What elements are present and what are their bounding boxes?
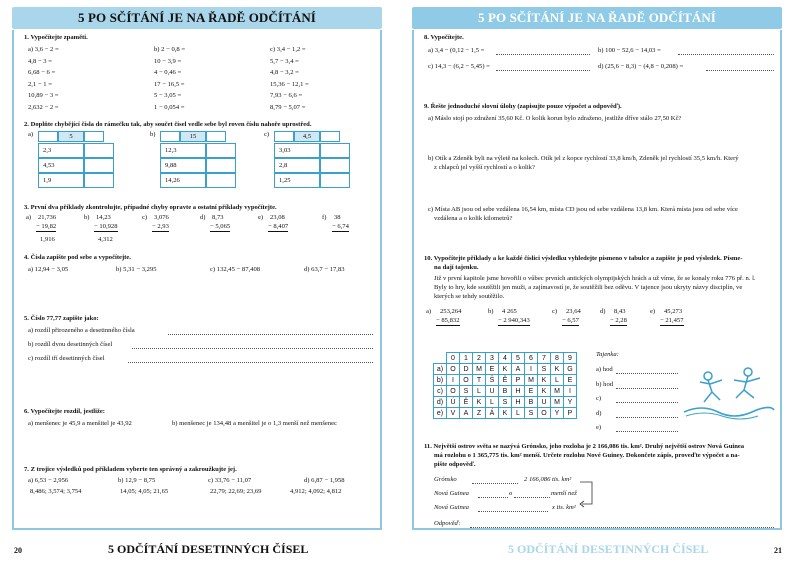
grid-letter-cell: M — [525, 375, 538, 386]
ex10-text2: Byly to hry, kde soutěžili jen muži, a zajímavostí je, že soutěžili bez oděvu. V tajence jsou ukryty názvy disciplín, ve — [434, 284, 743, 291]
grid-letter-cell: K — [551, 364, 564, 375]
grid-letter-cell: H — [512, 386, 525, 397]
bracket-arrow-icon — [578, 478, 602, 510]
ex1-item: 4,8 − 3 = — [28, 57, 52, 65]
ex2-value-cell: 12,3 — [160, 143, 206, 158]
grid-letter-cell: U — [538, 397, 551, 408]
grid-letter-cell: A — [512, 364, 525, 375]
grid-header-cell: 3 — [486, 353, 499, 364]
ex11-answer-line[interactable] — [470, 527, 774, 528]
ex3-title: 3. První dva příklady zkontrolujte, případné chyby opravte a ostatní příklady vypočítejte. — [24, 204, 277, 211]
tajenka-answer-line[interactable] — [616, 388, 678, 389]
ex2-top-empty[interactable] — [320, 131, 340, 142]
grid-letter-cell: B — [525, 397, 538, 408]
ex10-top: 23,64 — [566, 308, 581, 315]
ex3-label: a) — [26, 214, 32, 221]
grid-letter-cell: P — [512, 375, 525, 386]
ex10-title1: 10. Vypočítejte příklady a ke každé číslici výsledku vyhledejte písmeno v tabulce a zapište je pod výsledek. Písme- — [424, 255, 743, 262]
ex8-c-line[interactable] — [496, 70, 590, 71]
ex1-item: 6,68 − 6 = — [28, 69, 56, 76]
footer-left-title: 5 ODČÍTÁNÍ DESETINNÝCH ČÍSEL — [108, 542, 309, 556]
grid-letter-cell: U — [486, 386, 499, 397]
ex8-c: c) 14,3 − (6,2 − 5,45) = — [428, 63, 490, 70]
ex2-value-cell: 9,88 — [160, 158, 206, 173]
ex2-value-cell: 3,03 — [274, 143, 320, 158]
ex2-answer-cell[interactable] — [320, 173, 350, 188]
ex11-r1-dots[interactable] — [472, 483, 518, 484]
grid-letter-cell: E — [525, 386, 538, 397]
ex2-top-empty[interactable] — [160, 131, 180, 142]
ex2-title: 2. Doplňte chybějící čísla do rámečku tak, aby součet čísel vedle sebe byl roven číslu nahoře uprostřed. — [24, 121, 312, 128]
ex10-title2: na dají tajenku. — [434, 264, 479, 271]
ex11-t1: 11. Největší ostrov světa se nazývá Grónsko, jeho rozloha je 2 166,086 tis. km². Druhý největší ostrov Nová Guinea — [424, 443, 745, 450]
grid-row-label: a) — [434, 364, 447, 375]
tajenka-answer-label: e) — [596, 424, 602, 431]
ex2-value-cell: 1,9 — [38, 173, 84, 188]
grid-letter-cell: Y — [551, 408, 564, 419]
ex7-options[interactable]: 4,912; 4,092; 4,812 — [290, 488, 342, 495]
ex2-label: a) — [28, 131, 34, 138]
grid-letter-cell: Y — [564, 397, 577, 408]
ex7-title: 7. Z trojice výsledků pod příkladem vyberte ten správný a zakroužkujte jej. — [24, 466, 237, 473]
ex8-a-line[interactable] — [496, 54, 590, 55]
grid-row-label: d) — [434, 397, 447, 408]
grid-letter-cell: O — [538, 408, 551, 419]
ex2-value-cell: 14,26 — [160, 173, 206, 188]
grid-header-cell: 4 — [499, 353, 512, 364]
ex1-item: 2,1 − 1 = — [28, 80, 52, 88]
ex2-label: c) — [264, 131, 270, 138]
ex4-b: b) 5,31 − 3,295 — [116, 266, 157, 273]
ex8-d: d) (25,6 − 8,3) − (4,8 − 0,208) = — [598, 63, 684, 70]
ex8-a: a) 3,4 − (0,12 − 1,5 = — [428, 47, 485, 54]
grid-letter-cell: P — [564, 408, 577, 419]
grid-letter-cell: Ě — [460, 397, 473, 408]
tajenka-answer-line[interactable] — [616, 402, 678, 403]
ex1-item: c) 3,4 − 1,2 = — [270, 46, 306, 53]
ex3-sub: − 5,065 — [210, 223, 231, 230]
ex11-r3b: x tis. km² — [552, 504, 576, 511]
grid-letter-cell: Z — [473, 408, 486, 419]
grid-letter-cell: T — [473, 375, 486, 386]
ex9-c2: vzdálena a o kolik kilometrů? — [434, 215, 513, 222]
ex3-result: 4,312 — [98, 236, 113, 243]
grid-letter-cell: L — [473, 386, 486, 397]
ex2-value-cell: 2,3 — [38, 143, 84, 158]
grid-header-cell: 7 — [538, 353, 551, 364]
grid-header-cell: 1 — [460, 353, 473, 364]
runners-illustration-icon — [682, 354, 776, 420]
ex10-sub: − 85,832 — [436, 317, 460, 324]
ex5-a-line[interactable] — [168, 334, 373, 335]
ex3-sub: − 2,93 — [152, 223, 169, 230]
ex2-label: b) — [150, 131, 156, 138]
tajenka-label: Tajenka: — [596, 351, 619, 358]
ex2-value-cell: 4,53 — [38, 158, 84, 173]
grid-header-cell: 8 — [551, 353, 564, 364]
grid-letter-cell: S — [525, 408, 538, 419]
ex10-label: c) — [552, 308, 558, 315]
ex2-answer-cell[interactable] — [84, 143, 114, 158]
grid-letter-cell: Ú — [447, 397, 460, 408]
grid-letter-cell: O — [447, 364, 460, 375]
header-left: 5 PO SČÍTÁNÍ JE NA ŘADĚ ODČÍTÁNÍ — [12, 7, 382, 29]
grid-letter-cell: I — [564, 386, 577, 397]
grid-corner — [434, 353, 447, 364]
grid-letter-cell: K — [538, 375, 551, 386]
grid-row-label: e) — [434, 408, 447, 419]
cipher-table — [433, 352, 577, 419]
ex3-sub: − 10,928 — [94, 223, 118, 230]
grid-letter-cell: Š — [486, 375, 499, 386]
grid-letter-cell: M — [473, 364, 486, 375]
ex1-item: 10 − 3,9 = — [154, 57, 182, 65]
ex11-t3: pište odpověď. — [434, 461, 476, 468]
tajenka-answer-label: c) — [596, 395, 602, 402]
ex6-b: b) menšenec je 134,48 a menšitel je o 1,3 menší než menšenec — [172, 420, 337, 427]
ex3-sub: − 19,82 — [36, 223, 57, 230]
ex9-title: 9. Řešte jednoduché slovní úlohy (zapisujte pouze výpočet a odpověď). — [424, 103, 622, 110]
grid-letter-cell: E — [564, 375, 577, 386]
ex8-title: 8. Vypočítejte. — [424, 34, 464, 41]
tajenka-answer-label: a) hod — [596, 366, 613, 373]
grid-letter-cell: O — [460, 375, 473, 386]
grid-letter-cell: K — [499, 364, 512, 375]
ex7-question: d) 6,87 − 1,958 — [304, 477, 345, 484]
ex2-answer-cell[interactable] — [84, 173, 114, 188]
ex5-title: 5. Číslo 77,77 zapište jako: — [24, 315, 99, 322]
ex2-answer-cell[interactable] — [84, 158, 114, 173]
ex3-label: d) — [200, 214, 206, 221]
ex10-text3: kterých se tehdy soutěžilo. — [434, 293, 505, 300]
grid-letter-cell: K — [473, 397, 486, 408]
grid-letter-cell: L — [512, 408, 525, 419]
tajenka-answer-line[interactable] — [616, 431, 678, 432]
ex6-a: a) menšenec je 45,9 a menšitel je 43,92 — [28, 420, 132, 427]
grid-letter-cell: O — [447, 386, 460, 397]
ex7-question: b) 12,9 − 8,75 — [118, 477, 156, 484]
grid-letter-cell: H — [512, 397, 525, 408]
grid-letter-cell: I — [447, 375, 460, 386]
ex10-top: 4 265 — [502, 308, 517, 315]
grid-row-label: c) — [434, 386, 447, 397]
ex7-options[interactable]: 22,79; 22,69; 23,69 — [210, 488, 262, 495]
grid-header-cell: 0 — [447, 353, 460, 364]
ex3-label: f) — [322, 214, 327, 221]
ex10-label: d) — [600, 308, 606, 315]
grid-letter-cell: S — [460, 386, 473, 397]
ex9-b2: z chlapců jel vyšší rychlostí a o kolik? — [434, 164, 535, 171]
ex3-result: 1,916 — [40, 236, 55, 243]
ex2-answer-cell[interactable] — [320, 158, 350, 173]
ex11-r1b: 2 166,086 tis. km² — [524, 476, 572, 483]
ex2-answer-cell[interactable] — [206, 143, 236, 158]
ex1-item: 15,36 − 12,1 = — [270, 80, 309, 88]
ex1-title: 1. Vypočítejte zpaměti. — [24, 34, 88, 41]
ex10-top: 45,273 — [664, 308, 683, 315]
ex5-c: c) rozdíl tří desetinných čísel — [28, 355, 105, 362]
ex2-value-cell: 1,25 — [274, 173, 320, 188]
ex3-top: 3,076 — [154, 214, 169, 221]
ex1-item: 4,8 − 3,2 = — [270, 69, 299, 76]
ex1-item: 5,7 − 3,4 = — [270, 57, 299, 65]
ex11-r2a: Nová Guinea — [434, 490, 469, 497]
ex2-answer-cell[interactable] — [206, 173, 236, 188]
ex5-c-line[interactable] — [128, 362, 373, 363]
grid-letter-cell: I — [525, 364, 538, 375]
ex10-top: 8,43 — [614, 308, 626, 315]
ex3-sub: − 8,407 — [268, 223, 289, 230]
ex3-label: c) — [142, 214, 148, 221]
header-right: 5 PO SČÍTÁNÍ JE NA ŘADĚ ODČÍTÁNÍ — [412, 7, 782, 29]
grid-letter-cell: Á — [486, 408, 499, 419]
ex11-odpoved: Odpověď: — [434, 520, 461, 527]
ex1-item: 5 − 3,05 = — [154, 92, 182, 99]
ex11-r2-dots2[interactable] — [514, 497, 550, 498]
page-number-right: 21 — [774, 546, 782, 555]
ex2-top-box: 5 — [58, 131, 84, 142]
ex2-value-cell: 2,8 — [274, 158, 320, 173]
ex10-label: e) — [650, 308, 656, 315]
ex11-r2c: menší než — [551, 490, 577, 497]
grid-header-cell: 6 — [525, 353, 538, 364]
grid-letter-cell: A — [460, 408, 473, 419]
ex11-r2b: o — [509, 490, 513, 497]
ex10-top: 253,264 — [440, 308, 462, 315]
ex10-sub: − 2 940,343 — [498, 317, 530, 324]
ex7-options[interactable]: 8,486; 3,574; 3,754 — [30, 488, 82, 495]
grid-letter-cell: S — [538, 364, 551, 375]
ex3-top: 14,23 — [96, 214, 111, 221]
ex9-a: a) Máslo stojí po zdražení 35,60 Kč. O kolik korun bylo zdraženo, jestliže dříve stálo 27,50 Kč? — [428, 115, 682, 122]
ex7-question: c) 33,76 − 11,07 — [208, 477, 252, 484]
footer-right-title: 5 ODČÍTÁNÍ DESETINNÝCH ČÍSEL — [508, 542, 709, 556]
ex2-top-empty[interactable] — [206, 131, 226, 142]
ex4-title: 4. Čísla zapište pod sebe a vypočítejte. — [24, 254, 131, 261]
ex11-r1a: Grónsko — [434, 476, 457, 483]
ex2-top-empty[interactable] — [84, 131, 104, 142]
ex3-top: 8,73 — [212, 214, 224, 221]
tajenka-answer-label: d) — [596, 409, 602, 417]
grid-letter-cell: K — [499, 408, 512, 419]
ex1-item: a) 3,6 − 2 = — [28, 46, 59, 53]
ex5-a: a) rozdíl přirozeného a desetinného čísla — [28, 327, 135, 334]
ex1-item: b) 2 − 0,8 = — [154, 46, 186, 53]
ex3-top: 23,08 — [270, 214, 285, 221]
grid-letter-cell: K — [538, 386, 551, 397]
ex1-item: 4 − 0,46 = — [154, 69, 182, 76]
grid-letter-cell: M — [551, 386, 564, 397]
ex7-options[interactable]: 14,05; 4,05; 21,65 — [120, 488, 169, 495]
grid-letter-cell: V — [447, 408, 460, 419]
ex8-b-line[interactable] — [678, 54, 774, 55]
grid-letter-cell: G — [564, 364, 577, 375]
ex9-c1: c) Místa AB jsou od sebe vzdálena 16,54 km, místa CD jsou od sebe vzdálena 13,8 km. Která místa jsou od sebe více — [428, 206, 738, 213]
page-number-left: 20 — [14, 546, 22, 555]
ex4-d: d) 63,7 − 17,83 — [304, 266, 345, 273]
grid-letter-cell: L — [486, 397, 499, 408]
ex2-top-box: 4,5 — [294, 131, 320, 142]
ex3-label: b) — [84, 214, 90, 221]
ex2-top-empty[interactable] — [274, 131, 294, 142]
ex1-item: 1 − 0,054 = — [154, 103, 185, 111]
ex7-question: a) 6,53 − 2,956 — [28, 477, 69, 484]
grid-letter-cell: Ě — [499, 375, 512, 386]
ex1-item: 17 − 16,5 = — [154, 80, 185, 88]
grid-header-cell: 9 — [564, 353, 577, 364]
ex9-b1: b) Otík a Zdeněk byli na výletě na kolech. Otík jel z kopce rychlostí 33,8 km/h, Zdeněk jel rychlostí 35,5 km/h. Který — [428, 155, 739, 162]
grid-letter-cell: B — [499, 386, 512, 397]
ex10-text1: Již v první kapitole jsme hovořili o vůbec prvních antických olympijských hrách a už víme, že se konaly roku 776 př. n. l. — [434, 275, 756, 282]
grid-header-cell: 2 — [473, 353, 486, 364]
ex8-b: b) 100 − 52,6 − 14,03 = — [598, 47, 661, 54]
ex10-label: a) — [426, 308, 432, 315]
ex4-c: c) 132,45 − 87,408 — [210, 266, 261, 273]
tajenka-answer-line[interactable] — [616, 417, 678, 418]
grid-letter-cell: S — [499, 397, 512, 408]
grid-row-label: b) — [434, 375, 447, 386]
left-page-frame — [12, 30, 382, 530]
ex1-item: 10,89 − 3 = — [28, 92, 59, 99]
ex3-sub: − 6,74 — [332, 223, 349, 230]
ex1-item: 2,632 − 2 = — [28, 103, 59, 111]
tajenka-answer-line[interactable] — [616, 373, 678, 374]
ex10-sub: − 21,457 — [660, 317, 684, 324]
ex2-answer-cell[interactable] — [320, 143, 350, 158]
ex3-top: 38 — [334, 214, 341, 221]
ex3-top: 21,736 — [38, 214, 57, 221]
ex11-r3a: Nová Guinea — [434, 504, 469, 511]
grid-header-cell: 5 — [512, 353, 525, 364]
ex2-answer-cell[interactable] — [206, 158, 236, 173]
ex6-title: 6. Vypočítejte rozdíl, jestliže: — [24, 408, 105, 415]
ex1-item: 7,93 − 6,6 = — [270, 92, 303, 99]
ex10-label: b) — [488, 308, 494, 315]
grid-letter-cell: M — [551, 397, 564, 408]
ex11-t2: má rozlohu o 1 365,775 tis. km² menší. Určete rozlohu Nové Guiney. Dokončete zápis, proveďte výpočet a na- — [434, 452, 740, 459]
tajenka-answer-label: b) hod — [596, 380, 614, 388]
ex10-sub: − 2,28 — [610, 317, 627, 324]
ex11-r3-dots[interactable] — [478, 511, 548, 512]
ex4-a: a) 12,94 − 3,05 — [28, 266, 69, 273]
ex2-top-empty[interactable] — [38, 131, 58, 142]
grid-letter-cell: L — [551, 375, 564, 386]
ex10-sub: − 6,57 — [562, 317, 579, 324]
grid-letter-cell: E — [486, 364, 499, 375]
ex1-item: 8,79 − 5,07 = — [270, 103, 306, 111]
ex2-top-box: 15 — [180, 131, 206, 142]
ex5-b-line[interactable] — [132, 348, 373, 349]
ex3-label: e) — [258, 214, 264, 221]
grid-letter-cell: D — [460, 364, 473, 375]
ex5-b: b) rozdíl dvou desetinných čísel — [28, 341, 113, 348]
ex11-r2-dots1[interactable] — [478, 497, 508, 498]
ex8-d-line[interactable] — [706, 70, 774, 71]
